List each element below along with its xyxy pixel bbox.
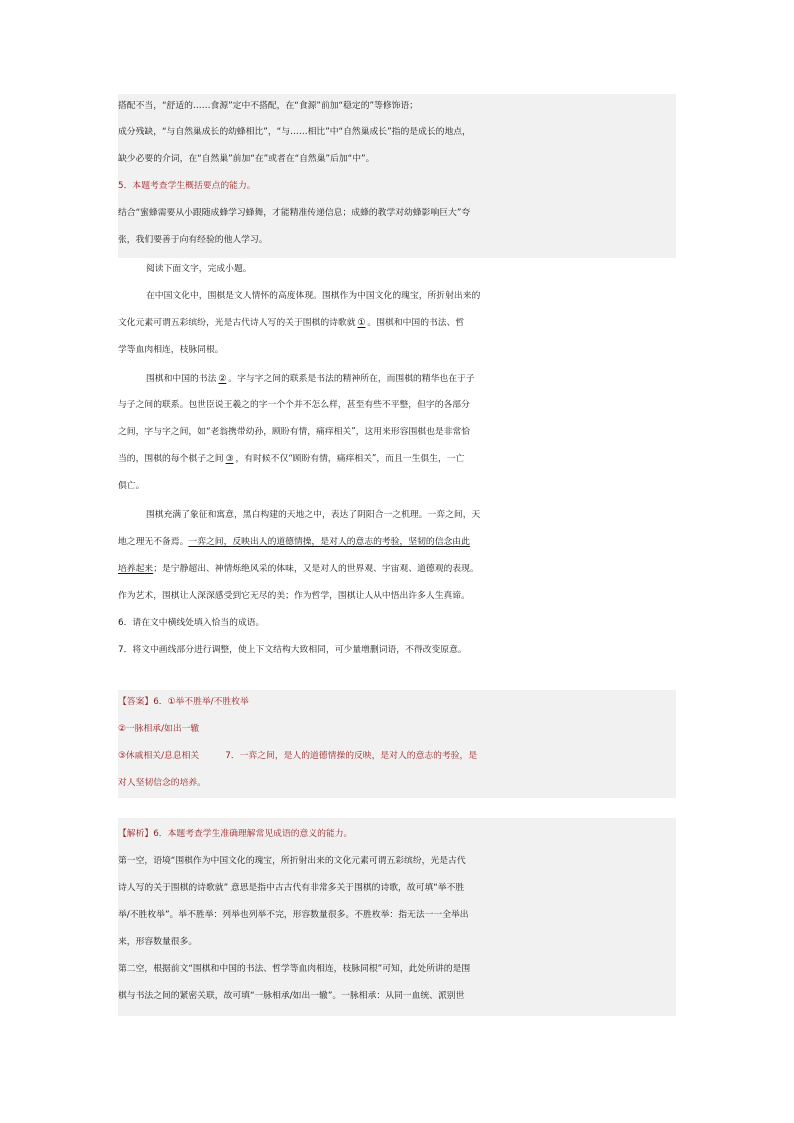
passage-line: 地之理无不备焉。一弈之间，反映出人的道德情操，是对人的意志的考验，坚韧的信念由此 bbox=[118, 537, 470, 547]
top-line-2: 成分残缺，“与自然巢成长的幼蜂相比”，“与……相比”中“自然巢成长”指的是成长的地点， bbox=[118, 127, 471, 137]
passage-line: 围棋和中国的书法 ② 。字与字之间的联系是书法的精神所在，而围棋的精华也在于子 bbox=[146, 369, 706, 389]
blank-3: ③ bbox=[225, 454, 234, 464]
answer-line: ③休戚相关/息息相关 7．一弈之间，是人的道德情操的反映，是对人的意志的考验，是 bbox=[118, 751, 478, 761]
top-line-3: 缺少必要的介词，在“自然巢”前加“在”或者在“自然巢”后加“中”。 bbox=[118, 154, 375, 164]
analysis-line: 来，形容数量很多。 bbox=[118, 937, 198, 947]
analysis-line: 第一空，语境“围棋作为中国文化的瑰宝，所折射出来的文化元素可谓五彩缤纷，光是古代 bbox=[118, 856, 466, 866]
blank-2: ② bbox=[218, 374, 227, 384]
passage-line: 文化元素可谓五彩缤纷，光是古代诗人写的关于围棋的诗歌就 ① 。围棋和中国的书法、哲 bbox=[118, 313, 678, 333]
top-line-5: 结合“蜜蜂需要从小跟随成蜂学习蜂舞，才能精准传递信息；成蜂的教学对幼蜂影响巨大”夸 bbox=[118, 208, 471, 218]
analysis-line: 第二空，根据前文“围棋和中国的书法、哲学等血肉相连，枝脉同根”可知，此处所讲的是围 bbox=[118, 964, 471, 974]
top-line-4: 5．本题考查学生概括要点的能力。 bbox=[118, 181, 256, 191]
answer-line: 【答案】6．①举不胜举/不胜枚举 bbox=[118, 697, 249, 707]
reading-intro: 阅读下面文字，完成小题。 bbox=[146, 264, 252, 274]
passage-line: 之间，字与字之间，如“老翁携带幼孙，顾盼有情，痛痒相关”，这用来形容围棋也是非常恰 bbox=[118, 427, 471, 437]
analysis-line: 棋与书法之间的紧密关联，故可填“一脉相承/如出一辙”。一脉相承：从同一血统、派别世 bbox=[118, 991, 465, 1001]
passage-line: 俱亡。 bbox=[118, 481, 145, 491]
underlined-sentence-end: 培养起来 bbox=[118, 564, 154, 574]
answer-line: ②一脉相承/如出一辙 bbox=[118, 724, 200, 734]
analysis-line: 诗人写的关于围棋的诗歌就” 意思是指中古古代有非常多关于围棋的诗歌，故可填“举不胜 bbox=[118, 883, 465, 893]
answer-tag: 【答案】 bbox=[118, 697, 154, 707]
passage-line: 培养起来；是宁静超出、神情烁绝风采的体味，又是对人的世界观、宇宙观、道德观的表现。 bbox=[118, 564, 479, 574]
passage-line: 在中国文化中，围棋是文人情怀的高度体现。围棋作为中国文化的瑰宝，所折射出来的 bbox=[146, 291, 481, 301]
passage-line: 作为艺术，围棋让人深深感受到它无尽的美；作为哲学，围棋让人从中悟出许多人生真谛。 bbox=[118, 591, 470, 601]
top-line-6: 张，我们要善于向有经验的他人学习。 bbox=[118, 235, 268, 245]
analysis-tag: 【解析】 bbox=[118, 829, 154, 839]
passage-line: 与子之间的联系。包世臣说王羲之的字一个个并不怎么样，甚至有些不平整，但字的各部分 bbox=[118, 400, 470, 410]
passage-line: 围棋充满了象征和寓意，黑白构建的天地之中，表达了阴阳合一之机理。一弈之间，天 bbox=[146, 510, 481, 520]
analysis-line: 举/不胜枚举”。举不胜举：列举也列举不完，形容数量很多。不胜枚举：指无法一一全举出 bbox=[118, 910, 469, 920]
analysis-line: 【解析】6．本题考查学生准确理解常见成语的意义的能力。 bbox=[118, 829, 353, 839]
question-6: 6．请在文中横线处填入恰当的成语。 bbox=[118, 618, 265, 628]
passage-line: 当的，围棋的每个棋子之间 ③ ，有时候不仅“顾盼有情，痛痒相关”，而且一生俱生，一亡 bbox=[118, 449, 678, 469]
blank-1: ① bbox=[357, 318, 366, 328]
underlined-sentence: 一弈之间，反映出人的道德情操，是对人的意志的考验，坚韧的信念由此 bbox=[188, 537, 470, 547]
answer-line: 对人坚韧信念的培养。 bbox=[118, 778, 206, 788]
top-line-1: 搭配不当，“舒适的……食源”定中不搭配，在“食源”前加“稳定的”等修饰语； bbox=[118, 101, 419, 111]
passage-line: 学等血肉相连，枝脉同根。 bbox=[118, 345, 224, 355]
question-7: 7．将文中画线部分进行调整，使上下文结构大致相同，可少量增删词语，不得改变原意。 bbox=[118, 645, 467, 655]
